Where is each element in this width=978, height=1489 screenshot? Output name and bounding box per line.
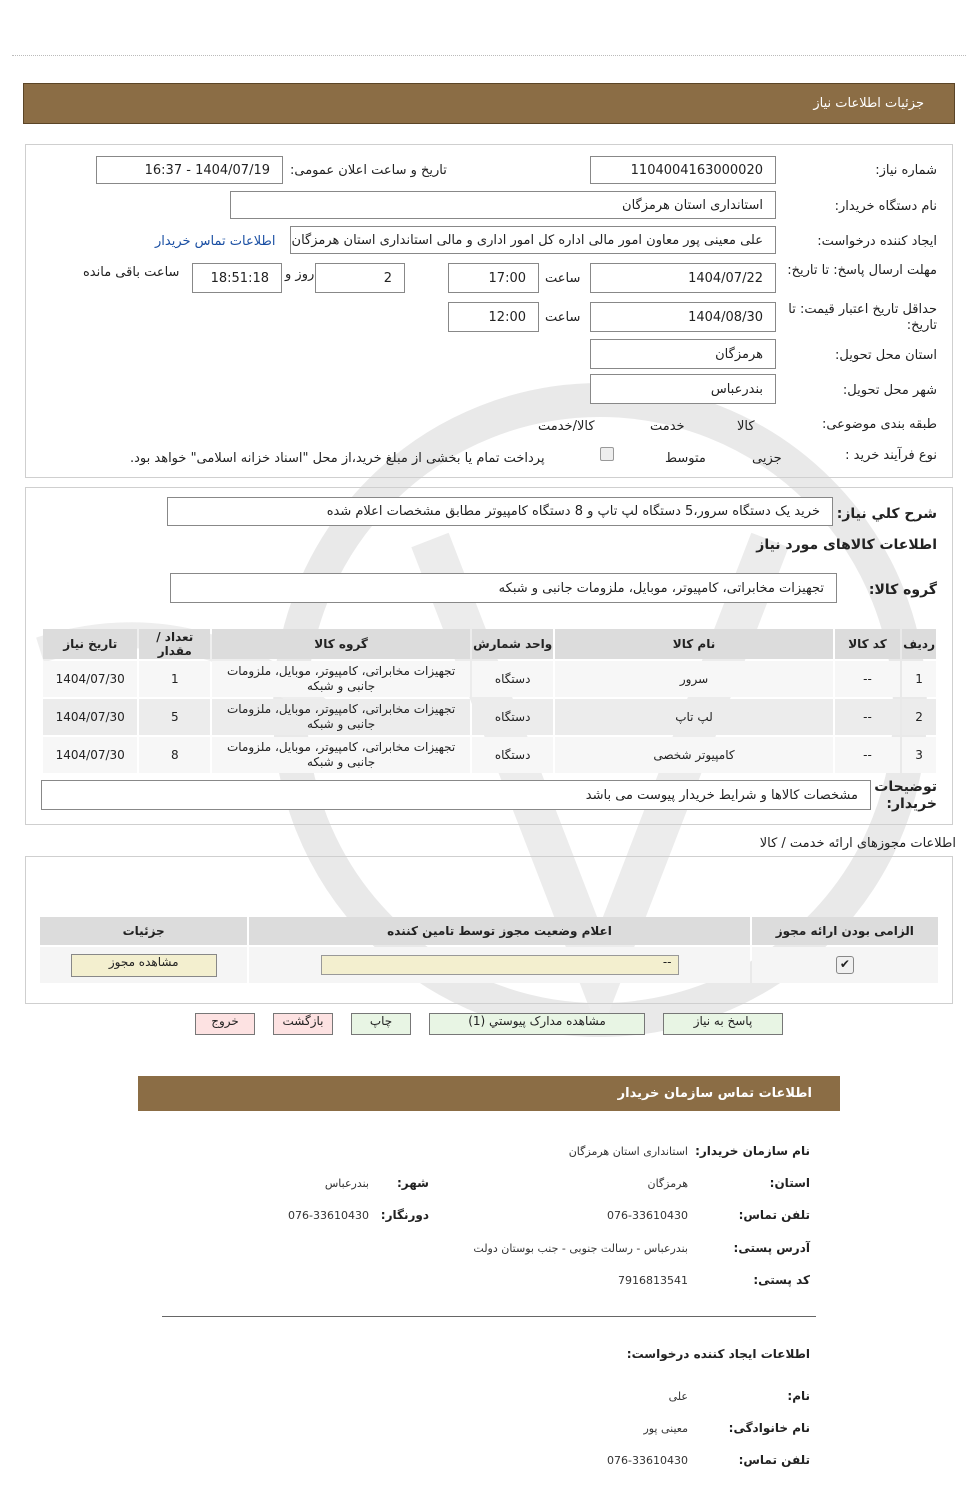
contact-title: اطلاعات تماس سازمان خریدار (617, 1086, 812, 1101)
goods-info-title: اطلاعات کالاهای مورد نياز (756, 537, 937, 553)
row-date: 1404/07/30 (43, 737, 137, 773)
category-option-goods: کالا (737, 419, 755, 434)
col-permit-required: الزامی بودن ارائه مجوز (752, 917, 938, 945)
col-unit: واحد شمارش (472, 629, 553, 659)
price-time-field: 12:00 (448, 302, 539, 332)
row-index: 2 (902, 699, 936, 735)
col-code: کد کالا (835, 629, 900, 659)
creator-field: علی معینی پور معاون امور مالی اداره کل امور اداری و مالی استانداری استان هرمزگان (290, 226, 776, 254)
attachments-button[interactable]: مشاهده مدارک پیوستي (1) (429, 1013, 645, 1035)
row-code: -- (835, 661, 900, 697)
province-label: استان محل تحویل: (835, 348, 937, 363)
contact-phone-label: تلفن تماس: (738, 1208, 810, 1222)
need-number-field: 1104004163000020 (590, 156, 776, 184)
contact-fax-value: 076-33610430 (288, 1209, 369, 1222)
table-row (43, 661, 936, 697)
exit-button[interactable]: خروج (195, 1013, 255, 1035)
goods-group-label: گروه کالا: (868, 582, 937, 598)
category-option-service: خدمت (650, 419, 685, 434)
contact-phone-value: 076-33610430 (607, 1209, 688, 1222)
permits-title: اطلاعات مجوزهای ارائه خدمت / کالا (759, 836, 956, 851)
remaining-label: ساعت باقی مانده (83, 265, 180, 280)
col-qty: تعداد / مقدار (139, 629, 210, 659)
row-code: -- (835, 737, 900, 773)
table-row (43, 699, 936, 735)
row-name: لپ تاپ (555, 699, 833, 735)
reply-time-label: ساعت (545, 271, 581, 286)
contact-org-label: نام سازمان خریدار: (695, 1144, 810, 1158)
summary-label: شرح کلي نياز: (836, 506, 937, 522)
category-option-both: کالا/خدمت (538, 419, 595, 434)
row-index: 3 (902, 737, 936, 773)
permit-required-check-icon[interactable]: ✔ (836, 956, 854, 974)
creator-label: ایجاد کننده درخواست: (817, 234, 937, 249)
contact-city-value: بندرعباس (324, 1177, 369, 1190)
buyer-notes-field: مشخصات کالاها و شرایط خریدار پیوست می باشد (41, 780, 871, 810)
contact-postal-value: 7916813541 (618, 1274, 688, 1287)
permit-status-field: -- (321, 955, 679, 975)
treasury-note: پرداخت تمام یا بخشی از مبلغ خرید،از محل "اسناد خزانه اسلامی" خواهد بود. (130, 451, 545, 466)
creator-phone-value: 076-33610430 (607, 1454, 688, 1467)
creator-phone-label: تلفن تماس: (738, 1453, 810, 1467)
buyer-notes-label: توضیحات خریدار: (874, 779, 937, 812)
remaining-time-field: 18:51:18 (192, 263, 282, 293)
col-permit-status: اعلام وضعیت مجوز توسط تامین کننده (249, 917, 749, 945)
table-row (40, 947, 938, 983)
announce-date-field: 1404/07/19 - 16:37 (96, 156, 283, 184)
process-option-medium: متوسط (665, 451, 706, 466)
row-unit: دستگاه (472, 661, 553, 697)
permit-details-cell (40, 947, 247, 983)
col-permit-details: جزئیات (40, 917, 247, 945)
goods-table-header (43, 629, 936, 659)
days-label: روز و (285, 267, 315, 282)
goods-group-field: تجهیزات مخابراتی، کامپیوتر، موبایل، ملزومات جانبی و شبکه (170, 573, 837, 603)
col-name: نام کالا (555, 629, 833, 659)
permit-required-cell (752, 947, 938, 983)
permits-table (38, 915, 940, 985)
reply-button[interactable]: پاسخ به نیاز (663, 1013, 783, 1035)
contact-postal-label: کد پستی: (753, 1273, 810, 1287)
row-unit: دستگاه (472, 737, 553, 773)
contact-address-value: بندرعباس - رسالت جنوبی - جنب بوستان دولت (473, 1242, 688, 1255)
row-qty: 1 (139, 661, 210, 697)
buyer-contact-link[interactable]: اطلاعات تماس خریدار (155, 234, 276, 249)
contact-city-label: شهر: (397, 1176, 429, 1190)
process-option-minor: جزیی (752, 451, 782, 466)
process-label: نوع فرآیند خرید : (845, 448, 937, 463)
city-label: شهر محل تحویل: (842, 383, 937, 398)
need-number-label: شماره نیاز: (875, 163, 937, 178)
page-title: جزئیات اطلاعات نیاز (813, 96, 924, 111)
contact-province-value: هرمزگان (647, 1177, 688, 1190)
row-group: تجهیزات مخابراتی، کامپیوتر، موبایل، ملزومات جانبی و شبکه (212, 699, 470, 735)
col-index: ردیف (902, 629, 936, 659)
summary-field: خرید یک دستگاه سرور،5 دستگاه لپ تاپ و 8 دستگاه کامپیوتر مطابق مشخصات اعلام شده (167, 497, 833, 526)
table-row (43, 737, 936, 773)
reply-deadline-label: مهلت ارسال پاسخ: تا تاریخ: (787, 263, 937, 278)
row-group: تجهیزات مخابراتی، کامپیوتر، موبایل، ملزومات جانبی و شبکه (212, 737, 470, 773)
contact-address-label: آدرس پستی: (733, 1241, 810, 1255)
row-unit: دستگاه (472, 699, 553, 735)
creator-name-label: نام: (787, 1389, 810, 1403)
days-left-field: 2 (315, 263, 405, 293)
creator-name-value: علی (668, 1390, 688, 1403)
price-time-label: ساعت (545, 310, 581, 325)
top-divider (12, 55, 966, 56)
col-date: تاریخ نیاز (43, 629, 137, 659)
goods-table (41, 627, 938, 775)
buyer-org-field: استانداری استان هرمزگان (230, 191, 776, 219)
creator-family-label: نام خانوادگی: (728, 1421, 810, 1435)
col-group: گروه کالا (212, 629, 470, 659)
contact-province-label: استان: (769, 1176, 810, 1190)
contact-divider (162, 1316, 816, 1317)
price-date-field: 1404/08/30 (590, 302, 776, 332)
row-index: 1 (902, 661, 936, 697)
treasury-checkbox[interactable] (600, 447, 614, 461)
page-header (23, 83, 955, 124)
permits-table-header (40, 917, 938, 945)
row-group: تجهیزات مخابراتی، کامپیوتر، موبایل، ملزومات جانبی و شبکه (212, 661, 470, 697)
permit-status-cell (249, 947, 749, 983)
view-permit-button[interactable]: مشاهده مجوز (71, 954, 217, 977)
row-code: -- (835, 699, 900, 735)
price-validity-label: حداقل تاریخ اعتبار قیمت: تا تاریخ: (788, 302, 937, 333)
city-field: بندرعباس (590, 374, 776, 404)
row-name: کامپیوتر شخصی (555, 737, 833, 773)
category-label: طبقه بندی موضوعی: (821, 417, 937, 432)
province-field: هرمزگان (590, 339, 776, 369)
row-date: 1404/07/30 (43, 699, 137, 735)
row-qty: 5 (139, 699, 210, 735)
back-button[interactable]: بازگشت (273, 1013, 333, 1035)
announce-date-label: تاریخ و ساعت اعلان عمومی: (290, 163, 447, 178)
row-name: سرور (555, 661, 833, 697)
creator-info-title: اطلاعات ایجاد کننده درخواست: (626, 1347, 810, 1361)
reply-time-field: 17:00 (448, 263, 539, 293)
row-qty: 8 (139, 737, 210, 773)
buyer-org-label: نام دستگاه خریدار: (834, 199, 937, 214)
creator-family-value: معینی پور (643, 1422, 688, 1435)
contact-org-value: استانداری استان هرمزگان (568, 1145, 688, 1158)
contact-header (138, 1076, 840, 1111)
reply-date-field: 1404/07/22 (590, 263, 776, 293)
contact-fax-label: دورنگار: (380, 1208, 429, 1222)
print-button[interactable]: چاپ (351, 1013, 411, 1035)
row-date: 1404/07/30 (43, 661, 137, 697)
